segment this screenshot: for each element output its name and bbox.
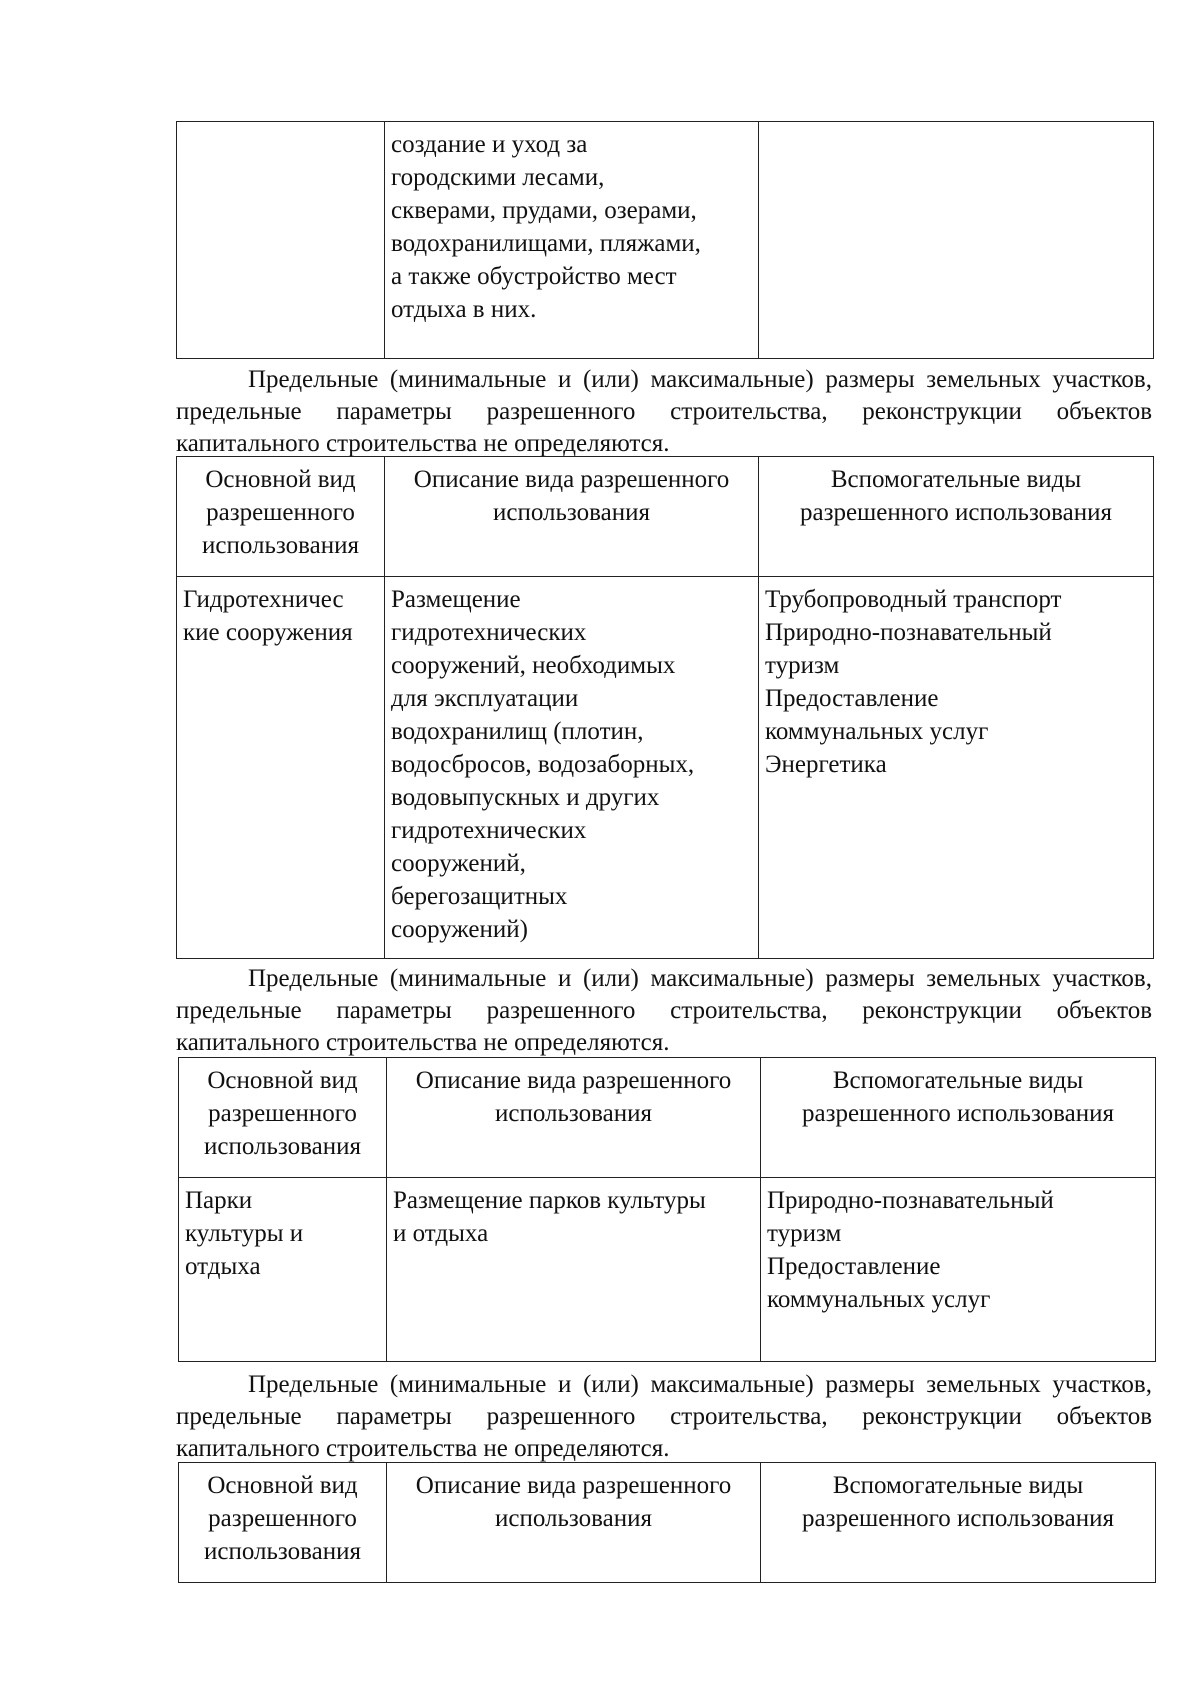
main-use-cell: Парки культуры и отдыха bbox=[179, 1178, 387, 1362]
table-row bbox=[179, 1178, 1156, 1362]
header-description: Описание вида разрешенного использования bbox=[387, 1058, 761, 1178]
header-main-use: Основной вид разрешенного использования bbox=[179, 1058, 387, 1178]
header-auxiliary-use: Вспомогательные виды разрешенного использования bbox=[759, 457, 1154, 577]
auxiliary-use-cell: Природно-познавательный туризм Предоставление коммунальных услуг bbox=[761, 1178, 1156, 1362]
auxiliary-use-cell: Трубопроводный транспорт Природно-познавательный туризм Предоставление коммунальных услуг Энергетика bbox=[759, 577, 1154, 959]
table-row bbox=[177, 122, 1154, 359]
header-main-use: Основной вид разрешенного использования bbox=[177, 457, 385, 577]
use-table-hydro bbox=[176, 456, 1154, 959]
table-header-row bbox=[177, 457, 1154, 577]
description-cell: Размещение гидротехнических сооружений, необходимых для эксплуатации водохранилищ (плотин, водосбросов, водозаборных, водовыпускных и других гидротехнических сооружений, берегозащитных сооружений) bbox=[385, 577, 759, 959]
main-use-cell bbox=[177, 122, 385, 359]
table-header-row bbox=[179, 1058, 1156, 1178]
header-description: Описание вида разрешенного использования bbox=[387, 1463, 761, 1583]
header-auxiliary-use: Вспомогательные виды разрешенного использования bbox=[761, 1463, 1156, 1583]
use-table-header-only bbox=[178, 1462, 1156, 1583]
limit-paragraph: Предельные (минимальные и (или) максимальные) размеры земельных участков, предельные параметры разрешенного строительства, реконструкции объектов капитального строительства не определяются. bbox=[176, 965, 1152, 1056]
limit-paragraph: Предельные (минимальные и (или) максимальные) размеры земельных участков, предельные параметры разрешенного строительства, реконструкции объектов капитального строительства не определяются. bbox=[176, 366, 1152, 457]
header-auxiliary-use: Вспомогательные виды разрешенного использования bbox=[761, 1058, 1156, 1178]
header-main-use: Основной вид разрешенного использования bbox=[179, 1463, 387, 1583]
main-use-cell: Гидротехничес кие сооружения bbox=[177, 577, 385, 959]
description-cell: Размещение парков культуры и отдыха bbox=[387, 1178, 761, 1362]
table-row bbox=[177, 577, 1154, 959]
auxiliary-use-cell bbox=[759, 122, 1154, 359]
limit-paragraph: Предельные (минимальные и (или) максимальные) размеры земельных участков, предельные параметры разрешенного строительства, реконструкции объектов капитального строительства не определяются. bbox=[176, 1371, 1152, 1462]
description-cell: создание и уход за городскими лесами, скверами, прудами, озерами, водохранилищами, пляжами, а также обустройство мест отдыха в них. bbox=[385, 122, 759, 359]
continuation-table bbox=[176, 121, 1154, 359]
table-header-row bbox=[179, 1463, 1156, 1583]
header-description: Описание вида разрешенного использования bbox=[385, 457, 759, 577]
use-table-parks bbox=[178, 1057, 1156, 1362]
